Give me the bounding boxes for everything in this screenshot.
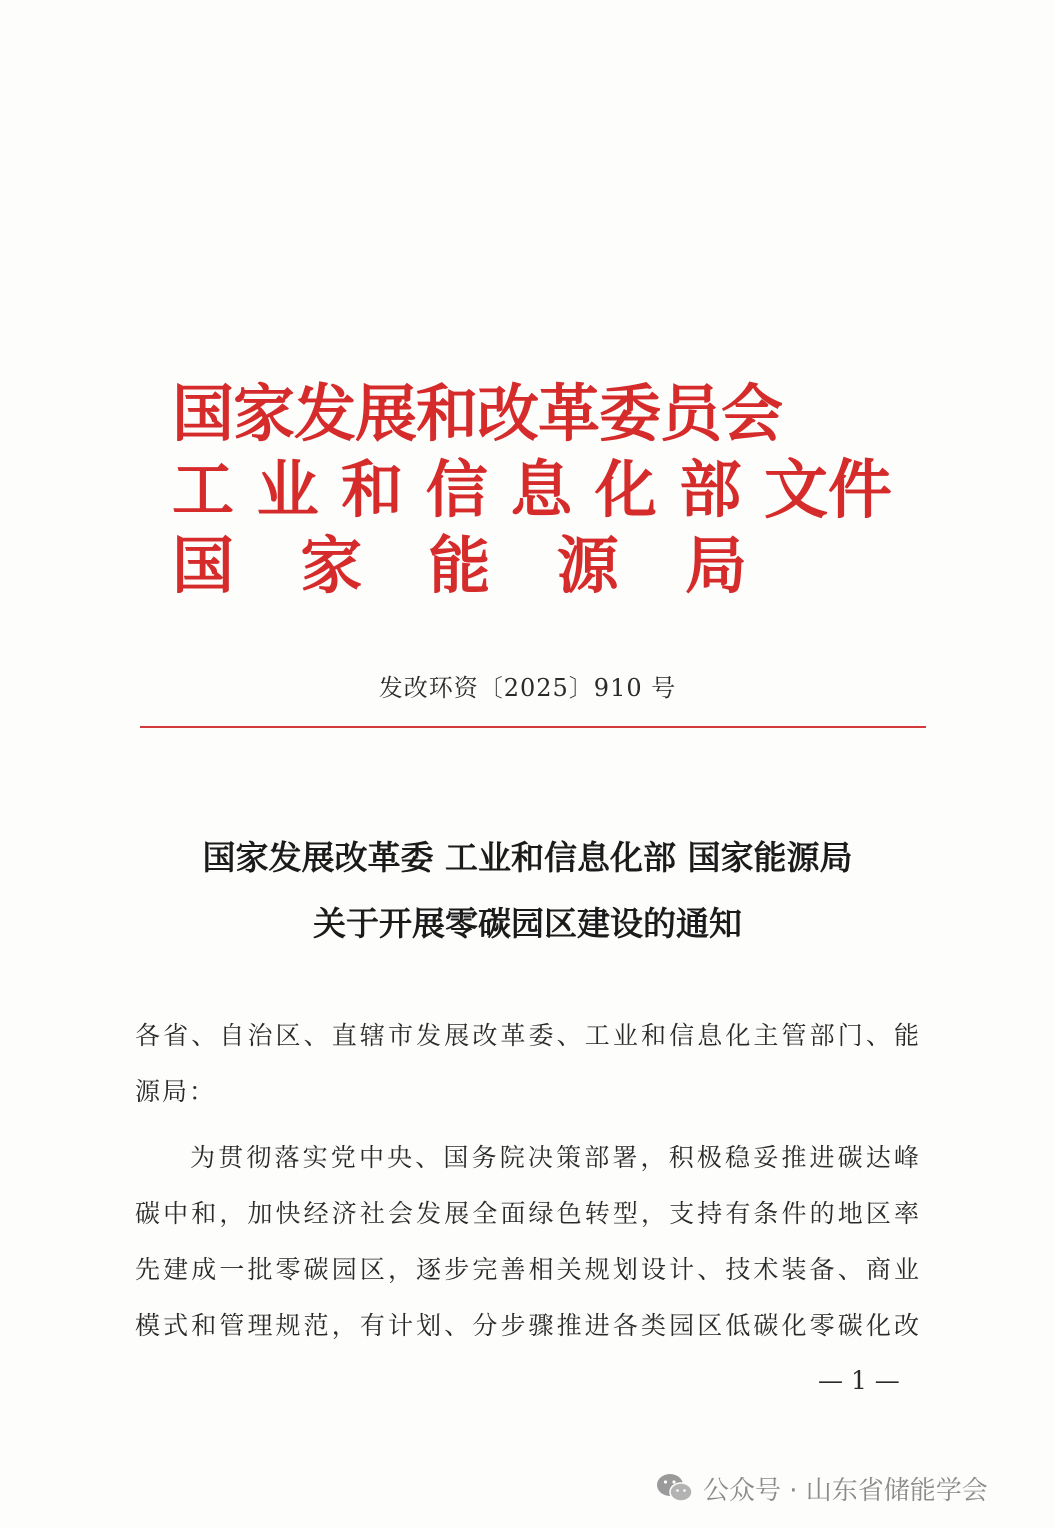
masthead-char: 业 bbox=[256, 453, 319, 526]
body-line: 各省、自治区、直辖市发展改革委、工业和信息化主管部门、能 bbox=[135, 1021, 920, 1050]
title-line-2: 关于开展零碳园区建设的通知 bbox=[313, 904, 742, 943]
masthead-line-3 bbox=[172, 529, 747, 602]
masthead-line-2 bbox=[172, 453, 892, 528]
masthead-char: 工 bbox=[172, 453, 235, 526]
body-line: 模式和管理规范，有计划、分步骤推进各类园区低碳化零碳化改 bbox=[135, 1311, 920, 1340]
masthead-char: 局 bbox=[684, 529, 747, 602]
masthead-char: 能 bbox=[428, 529, 491, 602]
masthead-char: 源 bbox=[556, 529, 619, 602]
body-line: 先建成一批零碳园区，逐步完善相关规划设计、技术装备、商业 bbox=[135, 1255, 920, 1284]
watermark bbox=[655, 1468, 988, 1508]
masthead-char: 化 bbox=[594, 453, 657, 526]
masthead-char: 部 bbox=[679, 453, 742, 526]
masthead-char: 和 bbox=[341, 453, 404, 526]
body-line: 为贯彻落实党中央、国务院决策部署，积极稳妥推进碳达峰 bbox=[190, 1143, 920, 1172]
masthead-char: 息 bbox=[510, 453, 573, 526]
watermark-text: 公众号 · 山东省储能学会 bbox=[703, 1475, 988, 1506]
masthead-char: 信 bbox=[425, 453, 488, 526]
masthead-char: 国 bbox=[172, 529, 235, 602]
page-number: — 1 — bbox=[818, 1366, 900, 1395]
body-line: 碳中和，加快经济社会发展全面绿色转型，支持有条件的地区率 bbox=[135, 1199, 920, 1228]
wechat-icon bbox=[655, 1471, 695, 1505]
masthead-line-1: 国家发展和改革委员会 bbox=[172, 377, 783, 450]
title-line-1: 国家发展改革委 工业和信息化部 国家能源局 bbox=[202, 838, 853, 877]
masthead-char: 家 bbox=[300, 529, 363, 602]
red-divider bbox=[140, 726, 926, 728]
document-number: 发改环资〔2025〕910 号 bbox=[378, 674, 677, 702]
body-line: 源局： bbox=[135, 1077, 217, 1106]
masthead-suffix: 文件 bbox=[763, 453, 892, 528]
